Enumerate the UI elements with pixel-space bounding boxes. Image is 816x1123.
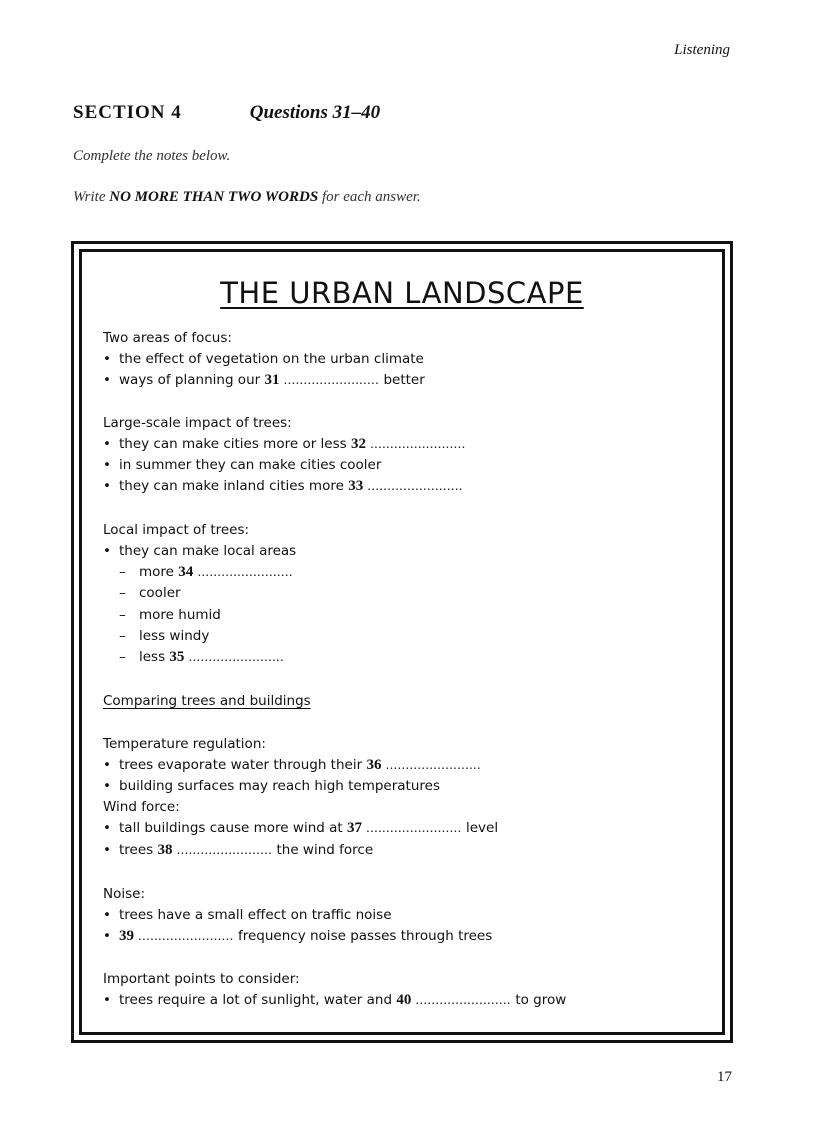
local-impact-dash-5-pre: less: [139, 649, 170, 665]
answer-blank-33[interactable]: ........................: [367, 478, 463, 493]
question-number-33: 33: [348, 478, 364, 494]
wind-bullet-1-pre: tall buildings cause more wind at: [119, 820, 347, 836]
answer-blank-40[interactable]: ........................: [415, 992, 512, 1007]
important-heading: Important points to consider:: [103, 971, 300, 987]
wind-bullet-2-pre: trees: [119, 842, 158, 858]
local-impact-heading: Local impact of trees:: [103, 522, 250, 538]
question-number-34: 34: [178, 564, 194, 580]
local-impact-dash-3: [119, 607, 221, 623]
important-bullet-1-pre: trees require a lot of sunlight, water and: [119, 992, 397, 1008]
important-bullet-1-post: to grow: [511, 992, 567, 1008]
temperature-bullet-1-pre: trees evaporate water through their: [119, 757, 367, 773]
answer-blank-35[interactable]: ........................: [188, 649, 285, 664]
large-scale-bullet-1: [103, 436, 466, 453]
answer-blank-38[interactable]: ........................: [176, 842, 273, 857]
temperature-heading: Temperature regulation:: [103, 736, 266, 752]
local-impact-dash-1: [119, 564, 293, 581]
local-impact-bullet-1: [103, 543, 296, 559]
bullet-icon: •: [103, 457, 111, 473]
local-impact-dash-1-pre: more: [139, 564, 179, 580]
large-scale-bullet-2-text: in summer they can make cities cooler: [119, 457, 382, 473]
local-impact-dash-4: [119, 628, 209, 644]
wind-heading: Wind force:: [103, 799, 180, 815]
large-scale-bullet-2: [103, 457, 381, 473]
wind-bullet-2-post: the wind force: [272, 842, 374, 858]
instruction-pre: Write: [73, 189, 110, 205]
large-scale-bullet-3: [103, 478, 463, 495]
bullet-icon: •: [103, 842, 111, 858]
noise-bullet-1: [103, 907, 392, 923]
page-number: 17: [717, 1069, 732, 1085]
bullet-icon: •: [103, 907, 111, 923]
bullet-icon: •: [103, 372, 111, 388]
large-scale-heading: Large-scale impact of trees:: [103, 415, 292, 431]
temperature-bullet-2-text: building surfaces may reach high temperatures: [119, 778, 441, 794]
bullet-icon: •: [103, 778, 111, 794]
notes-box-inner: [79, 249, 725, 1035]
section-label: SECTION 4: [73, 102, 182, 123]
question-number-40: 40: [396, 992, 412, 1008]
notes-title-text: THE URBAN LANDSCAPE: [220, 276, 584, 310]
dash-icon: –: [119, 585, 126, 601]
bullet-icon: •: [103, 820, 111, 836]
running-header: Listening: [674, 42, 730, 58]
noise-bullet-2: [103, 928, 492, 945]
answer-blank-36[interactable]: ........................: [385, 757, 482, 772]
temperature-bullet-2: [103, 778, 440, 794]
instruction-bold: NO MORE THAN TWO WORDS: [109, 189, 319, 205]
focus-bullet-1: [103, 351, 424, 367]
notes-title: [82, 276, 722, 310]
question-number-32: 32: [350, 436, 366, 452]
noise-bullet-1-text: trees have a small effect on traffic noise: [119, 907, 392, 923]
local-impact-dash-4-text: less windy: [139, 628, 210, 644]
noise-heading: Noise:: [103, 886, 145, 902]
dash-icon: –: [119, 607, 126, 623]
focus-bullet-1-text: the effect of vegetation on the urban climate: [119, 351, 424, 367]
answer-blank-39[interactable]: ........................: [138, 928, 234, 943]
notes-box: [71, 241, 733, 1043]
focus-heading: Two areas of focus:: [103, 330, 232, 346]
large-scale-bullet-3-pre: they can make inland cities more: [119, 478, 349, 494]
local-impact-dash-2: [119, 585, 181, 601]
local-impact-dash-3-text: more humid: [139, 607, 221, 623]
wind-bullet-1: [103, 820, 498, 837]
answer-blank-31[interactable]: ........................: [283, 372, 380, 387]
question-number-36: 36: [366, 757, 382, 773]
comparing-heading: Comparing trees and buildings: [103, 693, 311, 709]
focus-bullet-2-pre: ways of planning our: [119, 372, 265, 388]
answer-blank-32[interactable]: ........................: [370, 436, 466, 451]
bullet-icon: •: [103, 351, 111, 367]
bullet-icon: •: [103, 928, 111, 944]
dash-icon: –: [119, 628, 126, 644]
question-number-31: 31: [264, 372, 280, 388]
focus-bullet-2: [103, 372, 425, 389]
section-questions: Questions 31–40: [249, 102, 381, 123]
important-bullet-1: [103, 992, 566, 1009]
instruction-complete: Complete the notes below.: [73, 148, 231, 164]
question-number-39: 39: [119, 928, 134, 944]
section-heading: [73, 102, 380, 124]
focus-bullet-2-post: better: [379, 372, 425, 388]
bullet-icon: •: [103, 757, 111, 773]
instruction-post: for each answer.: [318, 189, 421, 205]
answer-blank-34[interactable]: ........................: [197, 564, 293, 579]
instruction-word-limit: [73, 189, 421, 206]
bullet-icon: •: [103, 543, 111, 559]
wind-bullet-1-post: level: [461, 820, 499, 836]
large-scale-bullet-1-pre: they can make cities more or less: [119, 436, 351, 452]
question-number-35: 35: [169, 649, 185, 665]
dash-icon: –: [119, 649, 126, 665]
bullet-icon: •: [103, 992, 111, 1008]
noise-bullet-2-post: frequency noise passes through trees: [233, 928, 493, 944]
wind-bullet-2: [103, 842, 373, 859]
local-impact-dash-5: [119, 649, 284, 666]
question-number-38: 38: [157, 842, 173, 858]
bullet-icon: •: [103, 436, 111, 452]
answer-blank-37[interactable]: ........................: [366, 820, 462, 835]
question-number-37: 37: [346, 820, 362, 836]
dash-icon: –: [119, 564, 126, 580]
temperature-bullet-1: [103, 757, 481, 774]
local-impact-dash-2-text: cooler: [139, 585, 181, 601]
bullet-icon: •: [103, 478, 111, 494]
local-impact-bullet-1-text: they can make local areas: [119, 543, 297, 559]
